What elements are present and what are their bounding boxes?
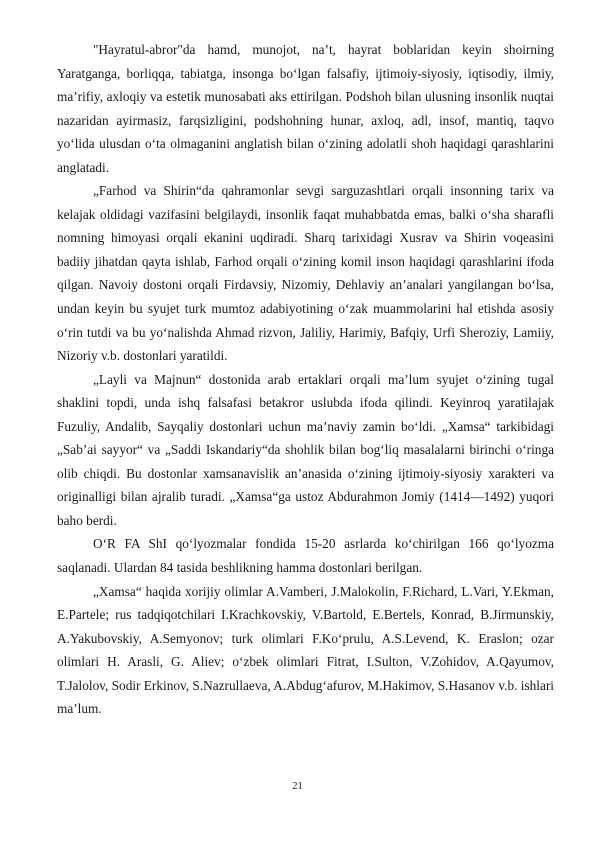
paragraph-hayratul-abror: "Hayratul-abror"da hamd, munojot, naʼt, hayrat boblaridan keyin shoirning Yaratganga, borliqqa, tabiatga, insonga boʻlgan falsafiy, ijtimoiy-siyosiy, iqtisodiy, ilmiy, maʼrifiy, axloqiy va estetik munosabati aks ettirilgan. Podshoh bilan ulusning insonlik nuqtai nazaridan ayirmasiz, farqsizligini, podshohning hunar, axloq, adl, insof, mantiq, taqvo yoʻlida ulusdan oʻta olmaganini anglatish bilan oʻzining adolatli shoh haqidagi qarashlarini anglatadi. — [57, 42, 554, 175]
paragraph-layli-va-majnun: „Layli va Majnun“ dostonida arab ertaklari orqali maʼlum syujet oʻzining tugal shaklini topdi, unda ishq falsafasi betakror uslubda ifoda qilindi. Keyinroq yaratilajak Fuzuliy, Andalib, Sayqaliy dostonlari uchun maʼnaviy zamin boʻldi. „Xamsa“ tarkibidagi „Sabʼai sayyor“ va „Saddi Iskandariy“da shohlik bilan bogʻliq masalalarni birinchi oʻringa olib chiqdi. Bu dostonlar xamsanavislik anʼanasida oʻzining ijtimoiy-siyosiy xarakteri va originalligi bilan ajralib turadi. „Xamsa“ga ustoz Abdurahmon Jomiy (1414—1492) yuqori baho berdi. — [57, 371, 554, 528]
paragraph-farhod-va-shirin: „Farhod va Shirin“da qahramonlar sevgi sarguzashtlari orqali insonning tarix va kelajak oldidagi vazifasini belgilaydi, insonlik faqat muhabbatda emas, balki oʻsha sharafli nomning himoyasi orqali ekanini uqdiradi. Sharq tarixidagi Xusrav va Shirin voqeasini badiiy jihatdan qayta ishlab, Farhod orqali oʻzining komil inson haqidagi qarashlarini ifoda qilgan. Navoiy dostoni orqali Firdavsiy, Nizomiy, Dehlaviy anʼanalari yangilangan boʻlsa, undan keyin bu syujet turk mumtoz adabiyotining oʻzak muammolarini hal etishda asosiy oʻrin tutdi va bu yoʻnalishda Ahmad rizvon, Jaliliy, Harimiy, Bafqiy, Urfi Sheroziy, Lamiiy, Nizoriy v.b. dostonlari yaratildi. — [57, 183, 554, 364]
page-body — [57, 38, 554, 721]
paragraph-manuscripts: OʻR FA ShI qoʻlyozmalar fondida 15-20 asrlarda koʻchirilgan 166 qoʻlyozma saqlanadi. Ulardan 84 tasida beshlikning hamma dostonlari berilgan. — [57, 536, 554, 576]
page-number: 21 — [292, 781, 303, 792]
paragraph-scholars: „Xamsa“ haqida xorijiy olimlar A.Vamberi, J.Malokolin, F.Richard, L.Vari, Y.Ekman, E.Partele; rus tadqiqotchilari I.Krachkovskiy, V.Bartold, E.Bertels, Konrad, B.Jirmunskiy, A.Yakubovskiy, A.Semyonov; turk olimlari F.Koʻprulu, A.S.Levend, K. Eraslon; ozar olimlari H. Arasli, G. Aliev; oʻzbek olimlari Fitrat, I.Sulton, V.Zohidov, A.Qayumov, T.Jalolov, Sodir Erkinov, S.Nazrullaeva, A.Abdugʻafurov, M.Hakimov, S.Hasanov v.b. ishlari maʼlum. — [57, 583, 554, 717]
